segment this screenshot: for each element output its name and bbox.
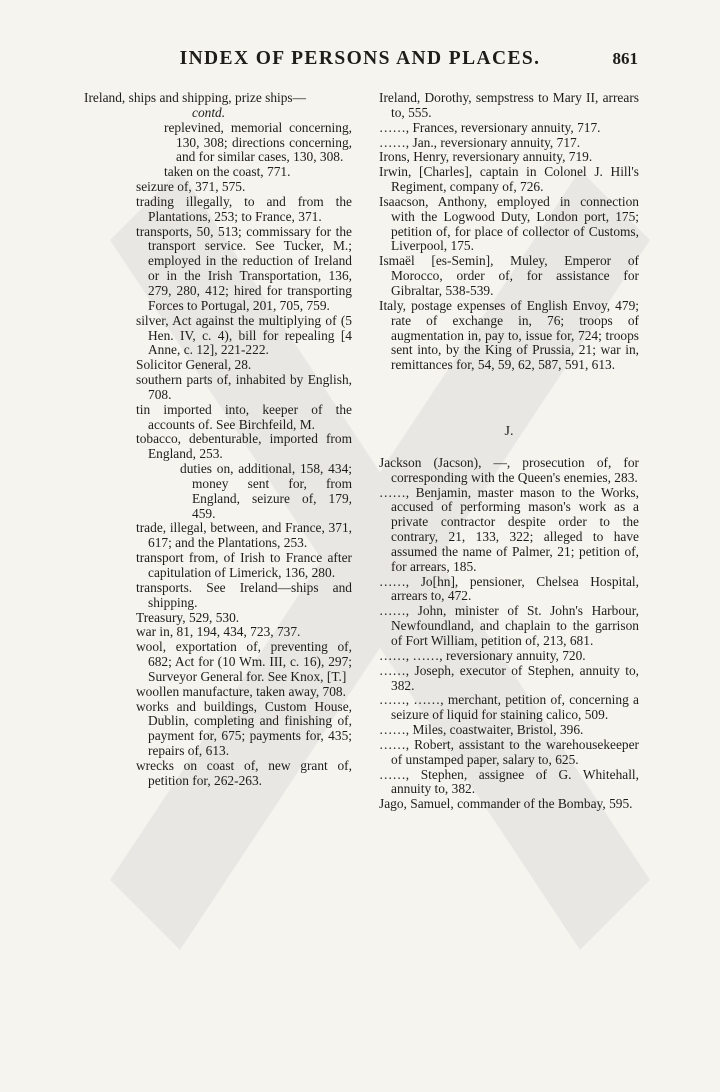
index-entry-continuation: contd. [192,104,226,120]
index-entry: ……, Benjamin, master mason to the Works, accused of performing mason's work as a private contractor despite order to the contrary, 21, 133, 322; alleged to have assumed the name of Palmer, 21; petition of, for arrears, 185. [379,484,639,574]
index-entry: Irwin, [Charles], captain in Colonel J. Hill's Regiment, company of, 726. [379,164,639,195]
index-entry: ……, John, minister of St. John's Harbour, Newfoundland, and chaplain to the garrison of Fort William, petition of, 213, 681. [379,603,639,648]
index-entry: tobacco, debenturable, imported from England, 253. [136,431,352,462]
index-entry: Ireland, ships and shipping, prize ships— [84,90,307,105]
index-entry: wool, exportation of, preventing of, 682; Act for (10 Wm. III, c. 16), 297; Surveyor General for. See Knox, [T.] [136,639,352,684]
index-entry: tin imported into, keeper of the accounts of. See Birchfeild, M. [136,401,352,432]
index-entry: Irons, Henry, reversionary annuity, 719. [379,149,593,165]
right-column [379,91,639,812]
index-entry: Solicitor General, 28. [136,357,252,373]
index-entry: war in, 81, 194, 434, 723, 737. [136,624,301,640]
index-entry: taken on the coast, 771. [164,164,291,180]
section-letter-heading: J. [504,424,514,440]
index-entry: Italy, postage expenses of English Envoy, 479; rate of exchange in, 76; troops of augmentation in, pay to, issue for, 724; troops sent into, by the King of Prussia, 21; war in, remittances for, 54, 59, 62, 587, 591, 613. [379,297,639,373]
index-entry: ……, Joseph, executor of Stephen, annuity to, 382. [379,662,639,693]
index-entry: southern parts of, inhabited by English, 708. [136,372,352,402]
index-entry: ……, Jan., reversionary annuity, 717. [379,134,581,150]
page-number: 861 [612,49,638,68]
page-header [0,48,720,78]
index-entry: woollen manufacture, taken away, 708. [136,683,346,699]
index-entry: Ireland, Dorothy, sempstress to Mary II, arrears to, 555. [379,90,639,120]
index-entry: replevined, memorial concerning, 130, 308; directions concerning, and for similar cases, 130, 308. [164,119,352,165]
index-entry: trading illegally, to and from the Plantations, 253; to France, 371. [136,193,352,224]
index-entry: ……, ……, merchant, petition of, concerning a seizure of liquid for staining calico, 509. [379,692,639,723]
index-entry: ……, ……, reversionary annuity, 720. [379,647,586,663]
index-entry: ……, Robert, assistant to the warehousekeeper of unstamped paper, salary to, 625. [379,736,639,767]
index-entry: duties on, additional, 158, 434; money sent for, from England, seizure of, 179, 459. [180,461,352,521]
index-entry: Jago, Samuel, commander of the Bombay, 595. [379,796,633,812]
index-entry: ……, Stephen, assignee of G. Whitehall, annuity to, 382. [379,766,639,797]
page-title: INDEX OF PERSONS AND PLACES. [179,48,541,69]
index-entry: Isaacson, Anthony, employed in connection with the Logwood Duty, London port, 175; petition of, for place of collector of Customs, Liverpool, 175. [379,193,639,254]
index-entry: ……, Miles, coastwaiter, Bristol, 396. [379,722,584,738]
index-entry: ……, Jo[hn], pensioner, Chelsea Hospital, arrears to, 472. [379,573,639,604]
index-entry: seizure of, 371, 575. [136,179,246,195]
left-column [84,91,352,789]
index-entry: trade, illegal, between, and France, 371, 617; and the Plantations, 253. [136,520,352,551]
index-entry: transports, 50, 513; commissary for the transport service. See Tucker, M.; employed in the reduction of Ireland or in the Irish Transportation, 136, 279, 280, 412; hired for transporting Forces to Portugal, 201, 705, 759. [136,223,352,313]
index-entry: silver, Act against the multiplying of (5 Hen. IV, c. 4), bill for repealing [4 Anne, c. 12], 221-222. [136,312,352,358]
index-entry: transports. See Ireland—ships and shipping. [136,579,352,610]
index-entry: wrecks on coast of, new grant of, petition for, 262-263. [136,757,352,788]
index-entry: transport from, of Irish to France after capitulation of Limerick, 136, 280. [136,550,352,580]
index-entry: Ismaël [es-Semin], Muley, Emperor of Morocco, order of, for assistance for Gibraltar, 538-539. [379,253,639,298]
index-entry: ……, Frances, reversionary annuity, 717. [379,119,601,135]
index-entry: Jackson (Jacson), —, prosecution of, for corresponding with the Queen's enemies, 283. [379,454,639,485]
index-entry: Treasury, 529, 530. [136,609,240,625]
index-entry: works and buildings, Custom House, Dublin, completing and finishing of, payment for, 675; payments for, 435; repairs of, 613. [136,698,352,759]
